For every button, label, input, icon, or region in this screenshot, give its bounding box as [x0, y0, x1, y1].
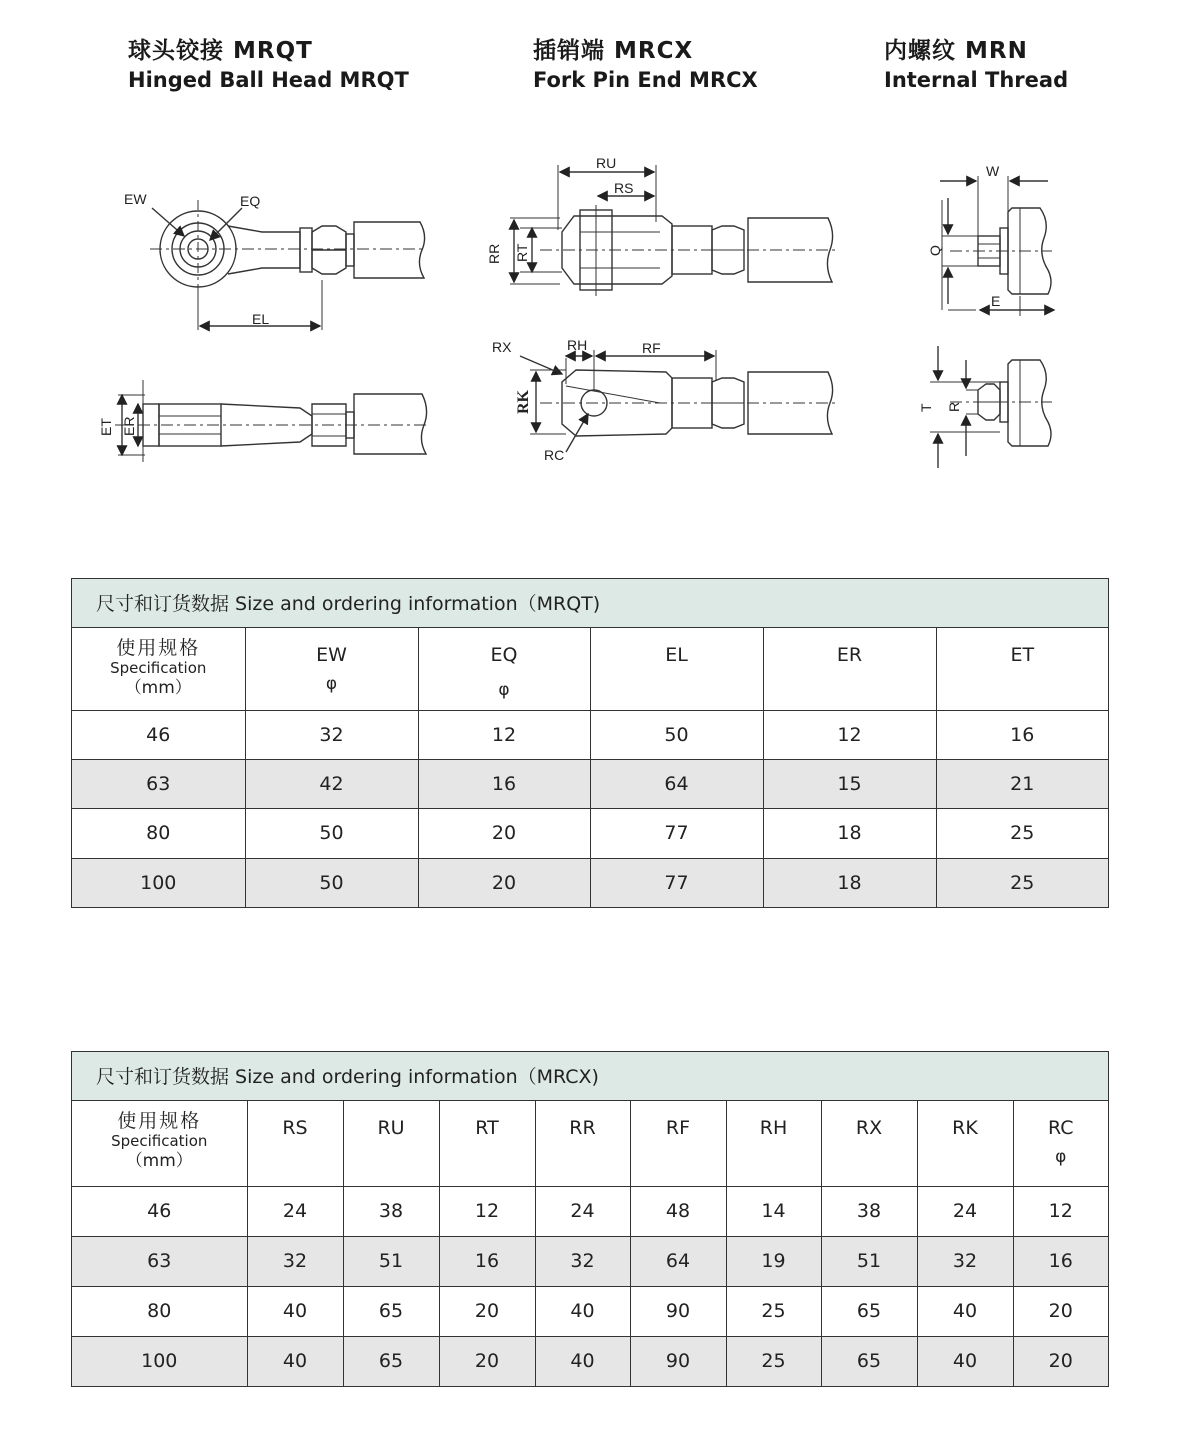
- col-header-rk: RK: [917, 1101, 1013, 1186]
- cell: 40: [535, 1336, 630, 1386]
- mrqt-header-row: [72, 628, 1108, 710]
- label-rc: RC: [544, 447, 565, 463]
- cell: 50: [245, 858, 418, 907]
- mrcx-spec-header: [72, 1101, 247, 1186]
- cell: 19: [726, 1236, 821, 1286]
- col-header-rt: RT: [439, 1101, 535, 1186]
- table-row: [72, 1336, 1108, 1386]
- table-row: [72, 858, 1108, 907]
- mrqt-table-caption: 尺寸和订货数据 Size and ordering information（MRQT): [72, 579, 1108, 628]
- label-rf: RF: [642, 340, 661, 356]
- cell: 50: [590, 710, 763, 759]
- table-row: [72, 1186, 1108, 1236]
- label-rr: RR: [486, 243, 502, 264]
- mrcx-table-caption: 尺寸和订货数据 Size and ordering information（MRCX): [72, 1052, 1108, 1101]
- cell: 40: [917, 1286, 1013, 1336]
- cell: 16: [936, 710, 1108, 759]
- label-et: ET: [98, 418, 114, 436]
- cell: 12: [439, 1186, 535, 1236]
- cell: 15: [763, 759, 936, 808]
- cell: 51: [821, 1236, 917, 1286]
- col-header-ru: RU: [343, 1101, 439, 1186]
- label-ru: RU: [596, 155, 617, 171]
- mrqt-spec-header: [72, 628, 245, 710]
- spec-header-unit: （mm）: [124, 678, 192, 698]
- spec-header-cn: 使用规格: [117, 1110, 202, 1132]
- label-t: T: [918, 403, 934, 412]
- cell: 32: [917, 1236, 1013, 1286]
- cell: 65: [821, 1286, 917, 1336]
- cell: 46: [72, 710, 245, 759]
- table-row: [72, 759, 1108, 808]
- cell: 24: [535, 1186, 630, 1236]
- cell: 65: [821, 1336, 917, 1386]
- cell: 65: [343, 1336, 439, 1386]
- cell: 18: [763, 858, 936, 907]
- label-el: EL: [252, 311, 270, 327]
- cell: 40: [247, 1286, 343, 1336]
- cell: 38: [821, 1186, 917, 1236]
- mrcx-side-drawing: [520, 350, 835, 452]
- cell: 100: [72, 858, 245, 907]
- cell: 16: [1013, 1236, 1108, 1286]
- label-rh: RH: [567, 337, 588, 353]
- cell: 12: [763, 710, 936, 759]
- header-mrqt-en: Hinged Ball Head MRQT: [128, 68, 409, 92]
- cell: 42: [245, 759, 418, 808]
- label-rx: RX: [492, 339, 512, 355]
- table-row: [72, 1236, 1108, 1286]
- cell: 80: [72, 1286, 247, 1336]
- cell: 32: [247, 1236, 343, 1286]
- cell: 16: [418, 759, 590, 808]
- cell: 77: [590, 808, 763, 858]
- mrqt-top-drawing: [150, 200, 425, 330]
- col-header-rc: RC φ: [1013, 1101, 1108, 1186]
- header-mrn-en: Internal Thread: [884, 68, 1069, 92]
- mrqt-table-grid: [72, 628, 1108, 907]
- label-rk: RK: [515, 390, 532, 414]
- label-rt: RT: [514, 243, 530, 262]
- mrcx-table: [71, 1051, 1109, 1387]
- table-row: [72, 710, 1108, 759]
- cell: 20: [418, 858, 590, 907]
- cell: 24: [247, 1186, 343, 1236]
- spec-header-cn: 使用规格: [116, 637, 201, 659]
- table-row: [72, 808, 1108, 858]
- mrqt-side-drawing: [115, 380, 430, 462]
- mrcx-table-grid: [72, 1101, 1108, 1386]
- label-e: E: [991, 293, 1001, 309]
- cell: 100: [72, 1336, 247, 1386]
- cell: 63: [72, 759, 245, 808]
- label-eq: EQ: [240, 193, 261, 209]
- cell: 24: [917, 1186, 1013, 1236]
- label-w: W: [986, 163, 1000, 179]
- col-header-el: EL: [590, 628, 763, 710]
- mrqt-table: [71, 578, 1109, 908]
- cell: 51: [343, 1236, 439, 1286]
- cell: 48: [630, 1186, 726, 1236]
- cell: 20: [439, 1286, 535, 1336]
- cell: 12: [418, 710, 590, 759]
- col-header-ew: EW φ: [245, 628, 418, 710]
- cell: 32: [535, 1236, 630, 1286]
- header-mrqt-cn: 球头铰接 MRQT: [128, 38, 313, 64]
- header-mrcx-cn: 插销端 MRCX: [533, 38, 694, 64]
- cell: 77: [590, 858, 763, 907]
- label-er: ER: [121, 416, 137, 436]
- technical-drawings: [0, 0, 1200, 520]
- cell: 63: [72, 1236, 247, 1286]
- spec-header-en: Specification: [110, 659, 207, 677]
- cell: 65: [343, 1286, 439, 1336]
- col-header-rf: RF: [630, 1101, 726, 1186]
- col-header-eq: EQ φ: [418, 628, 590, 710]
- cell: 50: [245, 808, 418, 858]
- cell: 20: [1013, 1286, 1108, 1336]
- cell: 25: [726, 1336, 821, 1386]
- col-header-rh: RH: [726, 1101, 821, 1186]
- cell: 40: [917, 1336, 1013, 1386]
- col-header-er: ER: [763, 628, 936, 710]
- spec-header-unit: （mm）: [125, 1151, 193, 1171]
- cell: 64: [590, 759, 763, 808]
- cell: 25: [936, 858, 1108, 907]
- mrcx-top-drawing: [510, 165, 835, 296]
- cell: 90: [630, 1336, 726, 1386]
- cell: 64: [630, 1236, 726, 1286]
- mrcx-header-row: [72, 1101, 1108, 1186]
- cell: 38: [343, 1186, 439, 1236]
- header-mrn-cn: 内螺纹 MRN: [884, 38, 1028, 64]
- label-r: R: [946, 401, 962, 412]
- spec-header-en: Specification: [111, 1132, 208, 1150]
- cell: 46: [72, 1186, 247, 1236]
- label-q: Q: [927, 245, 943, 256]
- cell: 20: [418, 808, 590, 858]
- cell: 40: [247, 1336, 343, 1386]
- cell: 16: [439, 1236, 535, 1286]
- cell: 14: [726, 1186, 821, 1236]
- cell: 90: [630, 1286, 726, 1336]
- cell: 12: [1013, 1186, 1108, 1236]
- col-header-rr: RR: [535, 1101, 630, 1186]
- table-row: [72, 1286, 1108, 1336]
- cell: 18: [763, 808, 936, 858]
- cell: 21: [936, 759, 1108, 808]
- header-mrcx-en: Fork Pin End MRCX: [533, 68, 758, 92]
- cell: 40: [535, 1286, 630, 1336]
- col-header-rs: RS: [247, 1101, 343, 1186]
- cell: 20: [439, 1336, 535, 1386]
- cell: 25: [936, 808, 1108, 858]
- cell: 25: [726, 1286, 821, 1336]
- cell: 80: [72, 808, 245, 858]
- cell: 20: [1013, 1336, 1108, 1386]
- label-ew: EW: [124, 191, 147, 207]
- col-header-rx: RX: [821, 1101, 917, 1186]
- label-rs: RS: [614, 180, 634, 196]
- col-header-et: ET: [936, 628, 1108, 710]
- cell: 32: [245, 710, 418, 759]
